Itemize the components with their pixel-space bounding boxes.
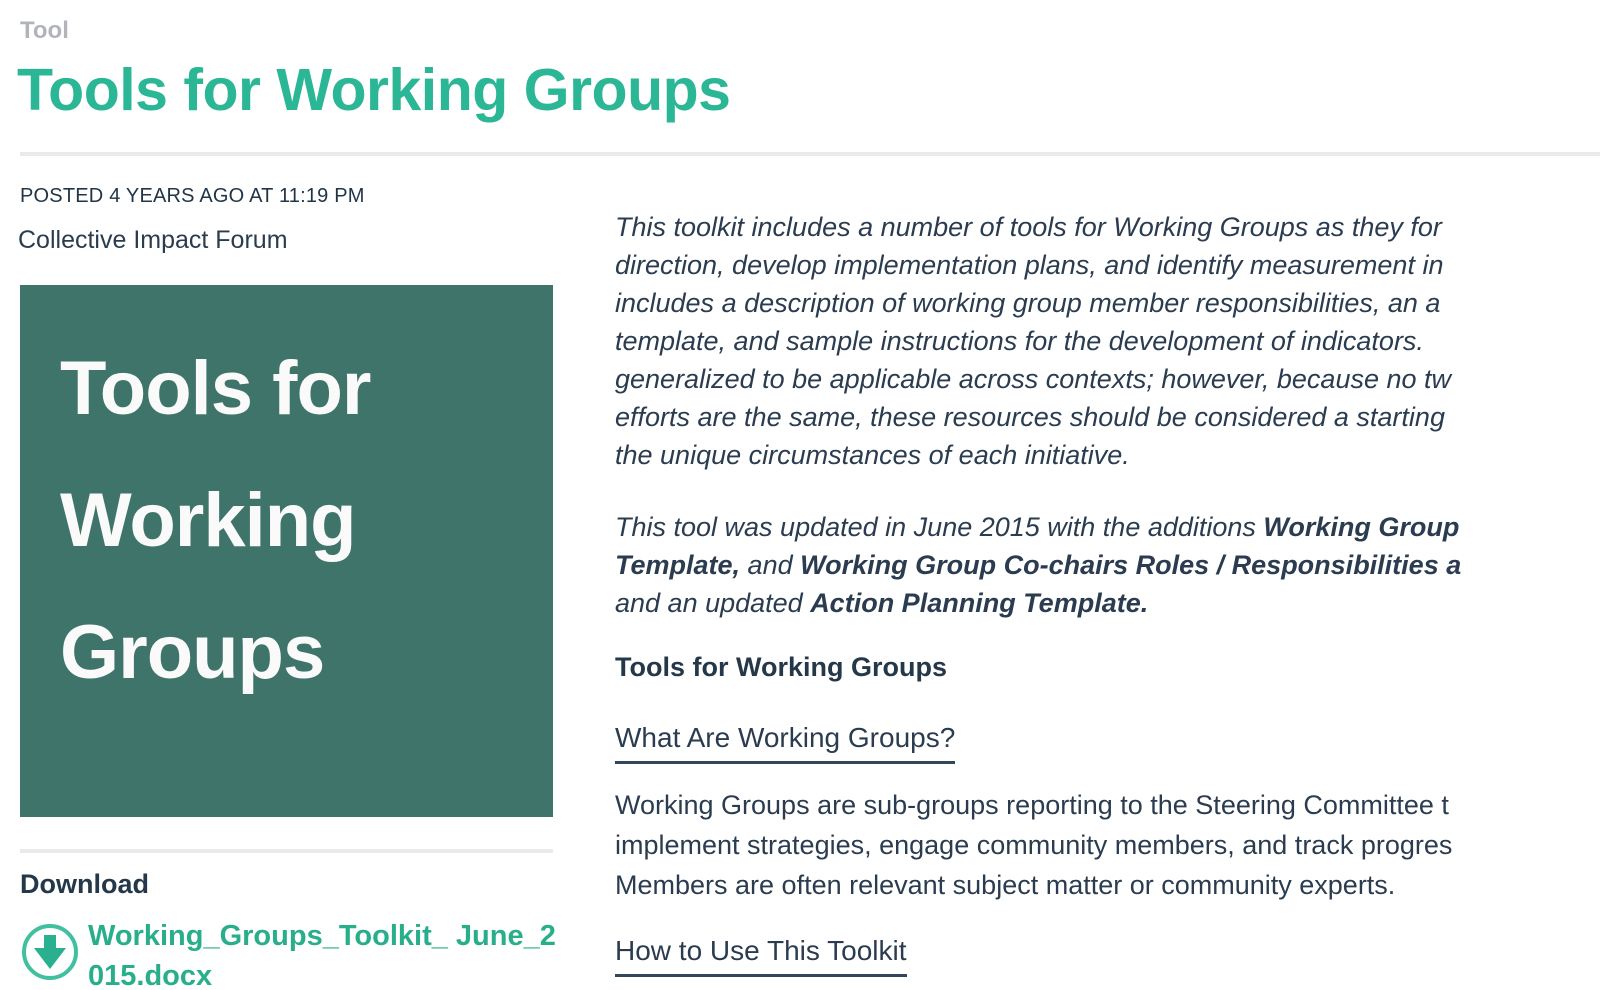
download-filename-line: 015.docx (88, 960, 213, 990)
download-icon[interactable] (21, 923, 79, 981)
update-line (615, 584, 1461, 622)
page-title: Tools for Working Groups (17, 57, 731, 123)
update-line (615, 508, 1461, 546)
cover-line: Tools for (60, 346, 371, 431)
update-line (615, 546, 1461, 584)
section-heading: Tools for Working Groups (615, 652, 947, 682)
intro-paragraph (615, 208, 1451, 474)
article-body (615, 0, 1600, 990)
update-text: and (740, 550, 801, 580)
update-emphasis: Working Group (1263, 512, 1460, 542)
body-line: Members are often relevant subject matter or community experts. (615, 870, 1396, 900)
update-text: This tool was updated in June 2015 with the additions (615, 512, 1264, 542)
cover-line: Groups (60, 610, 325, 695)
intro-line: efforts are the same, these resources should be considered a starting (615, 402, 1445, 432)
cover-image-text (20, 285, 553, 719)
intro-line: direction, develop implementation plans, and identify measurement in (615, 250, 1444, 280)
link-what-are-working-groups[interactable]: What Are Working Groups? (615, 722, 955, 764)
link-how-to-use-toolkit[interactable]: How to Use This Toolkit (615, 935, 907, 977)
intro-line: template, and sample instructions for the development of indicators. (615, 326, 1424, 356)
download-divider (20, 849, 553, 853)
update-emphasis: Action Planning Template. (810, 588, 1149, 618)
intro-line: includes a description of working group member responsibilities, an a (615, 288, 1441, 318)
content-type-label: Tool (20, 17, 69, 44)
download-heading: Download (20, 869, 149, 899)
intro-line: the unique circumstances of each initiative. (615, 440, 1130, 470)
update-text: and an updated (615, 588, 811, 618)
author-name: Collective Impact Forum (18, 226, 288, 254)
download-filename-line: Working_Groups_Toolkit_ June_2 (88, 920, 556, 952)
body-line: Working Groups are sub-groups reporting to the Steering Committee t (615, 790, 1449, 820)
posted-timestamp: POSTED 4 YEARS AGO AT 11:19 PM (20, 185, 365, 207)
cover-image (20, 285, 553, 817)
update-emphasis: Working Group Co-chairs Roles / Responsibilities a (800, 550, 1462, 580)
cover-line: Working (60, 478, 356, 563)
intro-line: generalized to be applicable across contexts; however, because no tw (615, 364, 1452, 394)
update-paragraph (615, 508, 1461, 622)
body-line: implement strategies, engage community members, and track progres (615, 830, 1453, 860)
intro-line: This toolkit includes a number of tools for Working Groups as they for (615, 212, 1442, 242)
download-file-link[interactable] (88, 916, 558, 990)
body-paragraph (615, 785, 1452, 905)
update-emphasis: Template, (615, 550, 741, 580)
